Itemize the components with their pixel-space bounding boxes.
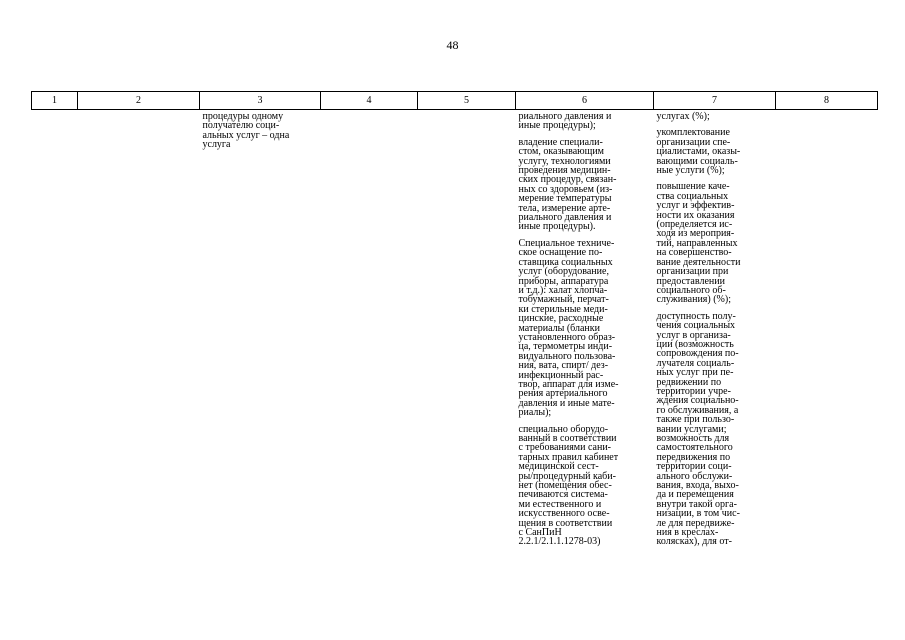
table-row [32,110,878,554]
service-volume-text: процедуры одному получателю соци- альных услуг – одна услуга [202,111,290,151]
column-header-2: 2 [78,92,200,110]
cell-col-1 [32,110,78,554]
cell-col-7 [654,110,776,554]
conditions-paragraph: специально оборудо- ванный в соответствии с требованиями сани- тарных правил кабинет медицинской сест- ры/процедурный каби- нет (помещения обес- печиваются система- ми естественного и искусственного осве- щения в соответствии с СанПиН 2.2.1/2.1.1.1278-03) [518,423,619,548]
cell-col-3 [200,110,321,554]
column-header-4: 4 [321,92,418,110]
column-header-3: 3 [200,92,321,110]
conditions-paragraph: владение специали- стом, оказывающим услугу, технологиями проведения медицин- ских процедур, связан- ных со здоровьем (из- мерение температуры тела, измерение арте- риального давления и иные процедуры). [518,136,617,233]
table-header-row [32,92,878,110]
quality-indicator-paragraph: услугах (%); [656,111,710,122]
cell-col-4 [321,110,418,554]
cell-col-6 [516,110,654,554]
column-header-1: 1 [32,92,78,110]
quality-indicator-paragraph: укомплектование организации спе- циалистами, оказы- вающими социаль- ные услуги (%); [656,127,741,177]
quality-indicator-paragraph: доступность полу- чения социальных услуг в организа- ции (возможность сопровождения по- лучателя социаль- ных услуг при пе- редвижении по территории учре- ждения социально- го обслуживания, а также при пользо- вании услугами; возможность для самостоятельного передвижения по территории соци- ального обслужи- вания, входа, выхо- да и перемещения внутри такой орга- низации, в том чис- ле для передвиже- ния в креслах- колясках), для от- [656,310,740,548]
column-header-8: 8 [776,92,878,110]
services-table [31,91,878,554]
column-header-5: 5 [418,92,516,110]
column-header-6: 6 [516,92,654,110]
cell-col-2 [78,110,200,554]
page-number: 48 [446,38,459,52]
conditions-paragraph: риального давления и иные процедуры); [518,111,612,132]
column-header-7: 7 [654,92,776,110]
cell-col-8 [776,110,878,554]
cell-col-5 [418,110,516,554]
quality-indicator-paragraph: повышение каче- ства социальных услуг и эффектив- ности их оказания (определяется ис- ходя из мероприя- тий, направленных на совершенство- вание деятельности организации при предоставлении социального об- служивания) (%); [656,181,741,306]
conditions-paragraph: Специальное техниче- ское оснащение по- ставщика социальных услуг (оборудование, приборы, аппаратура и т.д.): халат хлопча- тобумажный, перчат- ки стерильные меди- цинские, расходные материалы (бланки установленного образ- ца, термометры инди- видуального пользова- ния, вата, спирт/ дез- инфекционный рас- твор, аппарат для изме- рения артериального давления и иные мате- риалы); [518,237,619,419]
